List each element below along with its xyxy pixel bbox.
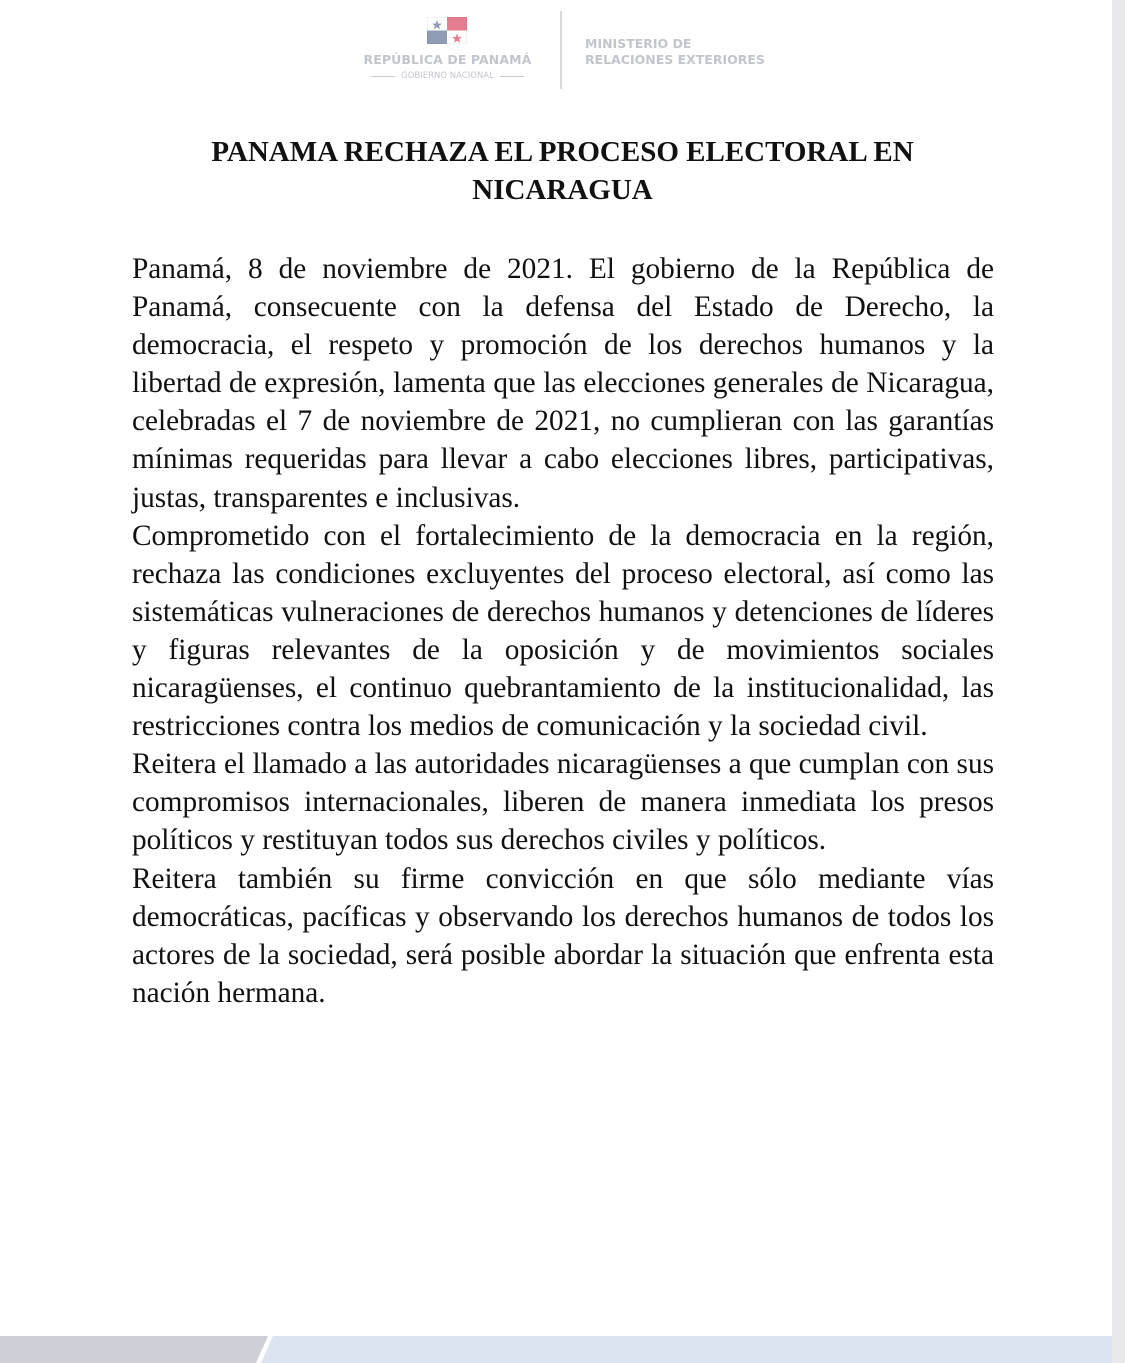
document-body [132, 250, 994, 1012]
government-name: REPÚBLICA DE PANAMÁ [363, 52, 532, 67]
footer-left-band [0, 1336, 268, 1363]
paragraph: Reitera el llamado a las autoridades nicaragüenses a que cumplan con sus compromisos internacionales, liberen de manera inmediata los presos políticos y restituyan todos sus derechos civiles y políticos. [132, 748, 994, 857]
letterhead [0, 0, 1112, 100]
ministry-line-2: RELACIONES EXTERIORES [585, 52, 765, 67]
paragraph: Reitera también su firme convicción en que sólo mediante vías democráticas, pacíficas y observando los derechos humanos de todos los actores de la sociedad, será posible abordar la situación que enfrenta esta nación hermana. [132, 862, 994, 1009]
document-title [100, 133, 1025, 209]
paragraph: Panamá, 8 de noviembre de 2021. El gobierno de la República de Panamá, consecuente con la defensa del Estado de Derecho, la democracia, el respeto y promoción de los derechos humanos y la libertad de expresión, lamenta que las elecciones generales de Nicaragua, celebradas el 7 de noviembre de 2021, no cumplieran con las garantías mínimas requeridas para llevar a cabo elecciones libres, participativas, justas, transparentes e inclusivas. [132, 253, 994, 514]
divider-line [500, 76, 524, 77]
title-line-2: NICARAGUA [472, 174, 653, 206]
letterhead-divider [560, 11, 562, 89]
government-subtitle-row [355, 69, 540, 83]
ministry-name [585, 36, 765, 68]
paragraph: Comprometido con el fortalecimiento de la democracia en la región, rechaza las condiciones excluyentes del proceso electoral, así como las sistemáticas vulneraciones de derechos humanos y detenciones de líderes y figuras relevantes de la oposición y de movimientos sociales nicaragüenses, el continuo quebrantamiento de la institucionalidad, las restricciones contra los medios de comunicación y la sociedad civil. [132, 519, 994, 743]
divider-line [371, 76, 395, 77]
footer-right-band [261, 1336, 1112, 1363]
footer-bar [0, 1336, 1112, 1363]
title-line-1: PANAMA RECHAZA EL PROCESO ELECTORAL EN [211, 136, 914, 168]
ministry-line-1: MINISTERIO DE [585, 36, 692, 51]
panama-flag-icon [427, 17, 467, 44]
government-subtitle: GOBIERNO NACIONAL [401, 71, 494, 81]
